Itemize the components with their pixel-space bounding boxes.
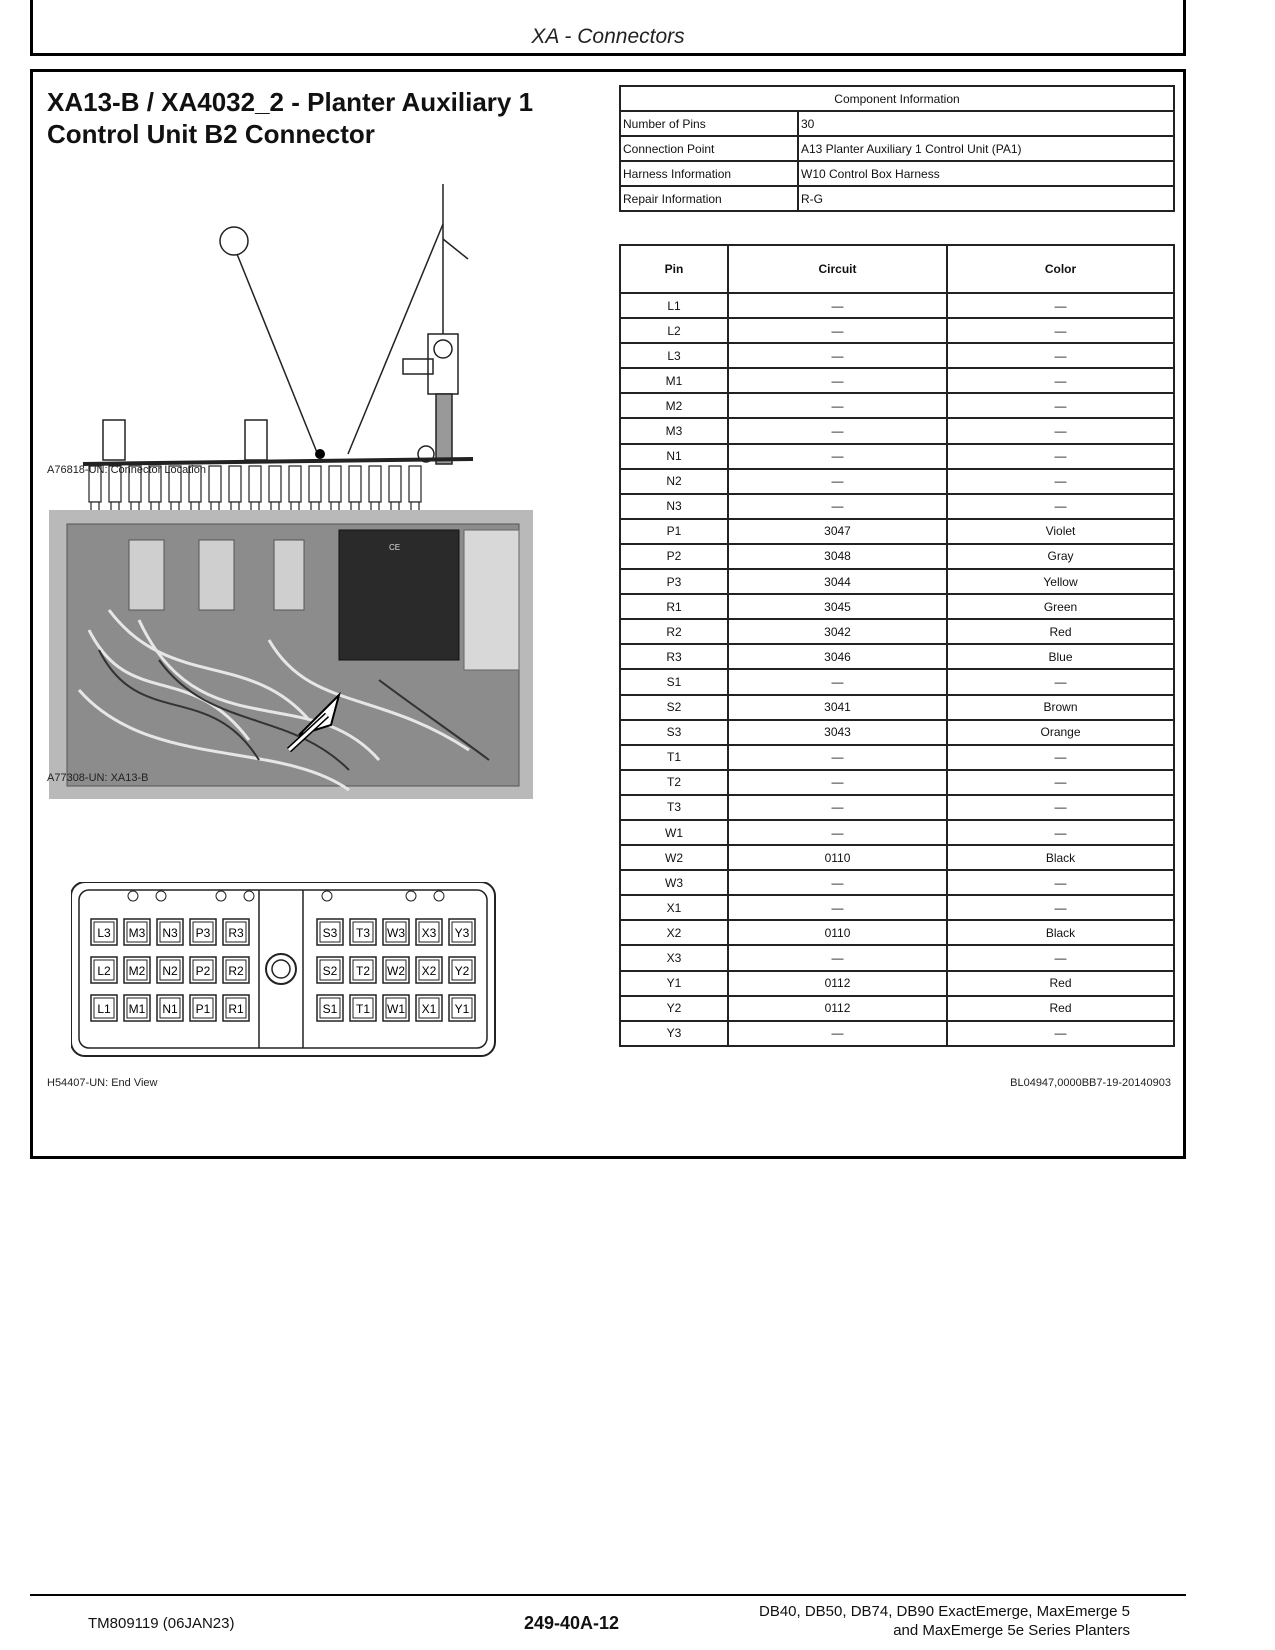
color-cell: — — [947, 393, 1174, 418]
pin-label: P2 — [195, 964, 211, 978]
footer-product-title — [759, 1602, 1130, 1640]
pin-label: X1 — [421, 1002, 437, 1016]
table-row — [620, 720, 1174, 745]
footer-product-line2: and MaxEmerge 5e Series Planters — [893, 1622, 1130, 1639]
table-row — [620, 494, 1174, 519]
color-cell: — — [947, 318, 1174, 343]
color-cell: — — [947, 293, 1174, 318]
pin-label: X2 — [421, 964, 437, 978]
table-row — [620, 870, 1174, 895]
connector-section — [30, 69, 1186, 1159]
circuit-cell: 3042 — [728, 619, 947, 644]
pin-label: T3 — [355, 926, 371, 940]
color-cell: Black — [947, 920, 1174, 945]
pin-label: W1 — [387, 1002, 405, 1016]
connector-pin — [91, 919, 117, 945]
table-row — [620, 695, 1174, 720]
table-row — [620, 444, 1174, 469]
circuit-cell: — — [728, 745, 947, 770]
footer-product-line1: DB40, DB50, DB74, DB90 ExactEmerge, MaxEmerge 5 — [758, 1603, 1130, 1620]
pin-label: L1 — [97, 1002, 111, 1016]
page-header — [30, 0, 1186, 56]
color-cell: Red — [947, 619, 1174, 644]
connector-pin — [157, 957, 183, 983]
circuit-cell: — — [728, 494, 947, 519]
table-row — [620, 544, 1174, 569]
pin-label: N3 — [162, 926, 178, 940]
circuit-cell: 3047 — [728, 519, 947, 544]
connector-location-diagram — [73, 184, 543, 544]
circuit-cell: — — [728, 418, 947, 443]
component-info-label: Number of Pins — [620, 111, 798, 136]
pin-label: S3 — [322, 926, 338, 940]
table-row — [620, 971, 1174, 996]
component-info-label: Repair Information — [620, 186, 798, 211]
pin-cell: N3 — [620, 494, 728, 519]
table-row — [620, 368, 1174, 393]
connector-pin — [223, 919, 249, 945]
color-cell: Red — [947, 971, 1174, 996]
pin-cell: T2 — [620, 770, 728, 795]
component-info-heading: Component Information — [620, 86, 1174, 111]
pin-cell: P3 — [620, 569, 728, 594]
connector-pin — [416, 995, 442, 1021]
circuit-cell: — — [728, 945, 947, 970]
pin-cell: W2 — [620, 845, 728, 870]
pin-cell: Y3 — [620, 1021, 728, 1046]
table-row — [620, 393, 1174, 418]
circuit-cell: — — [728, 318, 947, 343]
pin-cell: W1 — [620, 820, 728, 845]
circuit-cell: — — [728, 669, 947, 694]
color-cell: Green — [947, 594, 1174, 619]
circuit-cell: — — [728, 293, 947, 318]
pin-cell: W3 — [620, 870, 728, 895]
color-cell: — — [947, 870, 1174, 895]
color-cell: — — [947, 669, 1174, 694]
circuit-cell: — — [728, 895, 947, 920]
pin-cell: R3 — [620, 644, 728, 669]
color-cell: Blue — [947, 644, 1174, 669]
circuit-cell: — — [728, 870, 947, 895]
component-info-label: Harness Information — [620, 161, 798, 186]
table-row — [620, 519, 1174, 544]
color-cell: Yellow — [947, 569, 1174, 594]
connector-pin — [350, 995, 376, 1021]
color-cell: Red — [947, 996, 1174, 1021]
connector-pin — [190, 995, 216, 1021]
pin-label: L3 — [97, 926, 111, 940]
connector-pin — [383, 995, 409, 1021]
location-caption: A76818-UN: Connector Location — [47, 464, 206, 476]
circuit-cell: 3043 — [728, 720, 947, 745]
photo-ce-mark: CE — [389, 543, 401, 552]
pin-cell: X2 — [620, 920, 728, 945]
circuit-cell: — — [728, 820, 947, 845]
component-info-table — [619, 85, 1175, 212]
connector-pin — [317, 919, 343, 945]
color-cell: — — [947, 368, 1174, 393]
connector-pin — [124, 957, 150, 983]
document-reference: BL04947,0000BB7-19-20140903 — [1010, 1077, 1171, 1089]
table-row — [620, 293, 1174, 318]
pin-cell: S2 — [620, 695, 728, 720]
pin-label: R3 — [228, 926, 244, 940]
pin-cell: X1 — [620, 895, 728, 920]
circuit-cell: — — [728, 1021, 947, 1046]
pin-cell: T1 — [620, 745, 728, 770]
color-cell: — — [947, 770, 1174, 795]
table-row — [620, 895, 1174, 920]
connector-pin — [124, 995, 150, 1021]
pin-label: M3 — [128, 926, 146, 940]
circuit-cell: — — [728, 343, 947, 368]
connector-pin — [223, 995, 249, 1021]
component-info-row — [620, 186, 1174, 211]
pin-label: T1 — [355, 1002, 371, 1016]
connector-pin — [91, 957, 117, 983]
circuit-cell: — — [728, 795, 947, 820]
circuit-cell: 0112 — [728, 971, 947, 996]
pin-label: T2 — [355, 964, 371, 978]
pin-label: M1 — [128, 1002, 146, 1016]
pin-cell: R1 — [620, 594, 728, 619]
footer-manual-number: TM809119 (06JAN23) — [88, 1615, 235, 1632]
pin-cell: T3 — [620, 795, 728, 820]
color-cell: — — [947, 444, 1174, 469]
color-cell: — — [947, 820, 1174, 845]
pin-label: S1 — [322, 1002, 338, 1016]
table-row — [620, 669, 1174, 694]
pin-cell: P2 — [620, 544, 728, 569]
table-row — [620, 569, 1174, 594]
section-title-line2: Control Unit B2 Connector — [47, 119, 375, 149]
table-row — [620, 795, 1174, 820]
table-row — [620, 770, 1174, 795]
pin-label: X3 — [421, 926, 437, 940]
connector-pin — [350, 919, 376, 945]
table-row — [620, 619, 1174, 644]
pin-cell: M2 — [620, 393, 728, 418]
table-row — [620, 920, 1174, 945]
pin-label: N2 — [162, 964, 178, 978]
connector-pin — [383, 919, 409, 945]
pin-table — [619, 244, 1175, 1047]
component-info-label: Connection Point — [620, 136, 798, 161]
table-row — [620, 594, 1174, 619]
table-row — [620, 845, 1174, 870]
pin-cell: L3 — [620, 343, 728, 368]
pin-label: Y2 — [454, 964, 470, 978]
pin-label: Y1 — [454, 1002, 470, 1016]
table-row — [620, 469, 1174, 494]
connector-pin — [91, 995, 117, 1021]
color-cell: Violet — [947, 519, 1174, 544]
component-info-value: R-G — [798, 186, 1174, 211]
connector-end-view — [71, 882, 541, 1082]
color-cell: — — [947, 895, 1174, 920]
circuit-cell: — — [728, 368, 947, 393]
table-row — [620, 644, 1174, 669]
pin-cell: Y1 — [620, 971, 728, 996]
circuit-cell: — — [728, 444, 947, 469]
color-cell: — — [947, 418, 1174, 443]
pin-cell: S1 — [620, 669, 728, 694]
circuit-cell: 0110 — [728, 920, 947, 945]
pin-cell: N2 — [620, 469, 728, 494]
table-row — [620, 945, 1174, 970]
connector-pin — [449, 957, 475, 983]
pin-cell: P1 — [620, 519, 728, 544]
color-cell: — — [947, 494, 1174, 519]
pin-cell: R2 — [620, 619, 728, 644]
table-row — [620, 418, 1174, 443]
pin-label: M2 — [128, 964, 146, 978]
pin-label: W3 — [387, 926, 405, 940]
table-row — [620, 1021, 1174, 1046]
connector-pin — [190, 957, 216, 983]
footer-page-number: 249-40A-12 — [524, 1613, 620, 1633]
circuit-cell: 3048 — [728, 544, 947, 569]
table-row — [620, 343, 1174, 368]
table-row — [620, 318, 1174, 343]
component-info-row — [620, 161, 1174, 186]
circuit-cell: 3046 — [728, 644, 947, 669]
connector-photo — [49, 510, 533, 799]
table-row — [620, 745, 1174, 770]
connector-pin — [416, 919, 442, 945]
pin-cell: L1 — [620, 293, 728, 318]
pin-header: Pin — [620, 245, 728, 293]
pin-label: S2 — [322, 964, 338, 978]
color-cell: — — [947, 795, 1174, 820]
pin-label: Y3 — [454, 926, 470, 940]
color-cell: Brown — [947, 695, 1174, 720]
pin-cell: N1 — [620, 444, 728, 469]
pin-label: W2 — [387, 964, 405, 978]
circuit-cell: 3044 — [728, 569, 947, 594]
pin-cell: S3 — [620, 720, 728, 745]
pin-label: P1 — [195, 1002, 211, 1016]
color-cell: Gray — [947, 544, 1174, 569]
connector-pin — [449, 995, 475, 1021]
color-cell: — — [947, 1021, 1174, 1046]
connector-pin — [124, 919, 150, 945]
table-row — [620, 996, 1174, 1021]
color-cell: — — [947, 469, 1174, 494]
pin-label: R2 — [228, 964, 244, 978]
pin-cell: Y2 — [620, 996, 728, 1021]
connector-pin — [157, 919, 183, 945]
connector-pin — [449, 919, 475, 945]
circuit-cell: — — [728, 469, 947, 494]
component-info-row — [620, 136, 1174, 161]
component-info-value: 30 — [798, 111, 1174, 136]
pin-label: L2 — [97, 964, 111, 978]
connector-pin — [157, 995, 183, 1021]
circuit-header: Circuit — [728, 245, 947, 293]
color-cell: Black — [947, 845, 1174, 870]
circuit-cell: 3041 — [728, 695, 947, 720]
color-cell: — — [947, 343, 1174, 368]
circuit-cell: — — [728, 393, 947, 418]
circuit-cell: 0110 — [728, 845, 947, 870]
component-info-value: A13 Planter Auxiliary 1 Control Unit (PA1) — [798, 136, 1174, 161]
pin-cell: M3 — [620, 418, 728, 443]
connector-pin — [416, 957, 442, 983]
section-title — [47, 86, 607, 150]
table-row — [620, 820, 1174, 845]
section-title-line1: XA13-B / XA4032_2 - Planter Auxiliary 1 — [47, 87, 534, 117]
connector-pin — [350, 957, 376, 983]
circuit-cell: 0112 — [728, 996, 947, 1021]
color-cell: — — [947, 745, 1174, 770]
color-cell: — — [947, 945, 1174, 970]
pin-cell: M1 — [620, 368, 728, 393]
color-cell: Orange — [947, 720, 1174, 745]
component-info-row — [620, 111, 1174, 136]
pin-cell: X3 — [620, 945, 728, 970]
circuit-cell: 3045 — [728, 594, 947, 619]
pin-cell: L2 — [620, 318, 728, 343]
connector-pin — [190, 919, 216, 945]
photo-caption: A77308-UN: XA13-B — [47, 772, 149, 784]
connector-pin — [223, 957, 249, 983]
pin-label: P3 — [195, 926, 211, 940]
component-info-value: W10 Control Box Harness — [798, 161, 1174, 186]
pin-label: R1 — [228, 1002, 244, 1016]
pin-label: N1 — [162, 1002, 178, 1016]
footer-rule — [30, 1594, 1186, 1596]
connector-pin — [317, 957, 343, 983]
color-header: Color — [947, 245, 1174, 293]
header-title: XA - Connectors — [531, 25, 685, 48]
endview-caption: H54407-UN: End View — [47, 1077, 158, 1089]
circuit-cell: — — [728, 770, 947, 795]
connector-pin — [383, 957, 409, 983]
connector-pin — [317, 995, 343, 1021]
